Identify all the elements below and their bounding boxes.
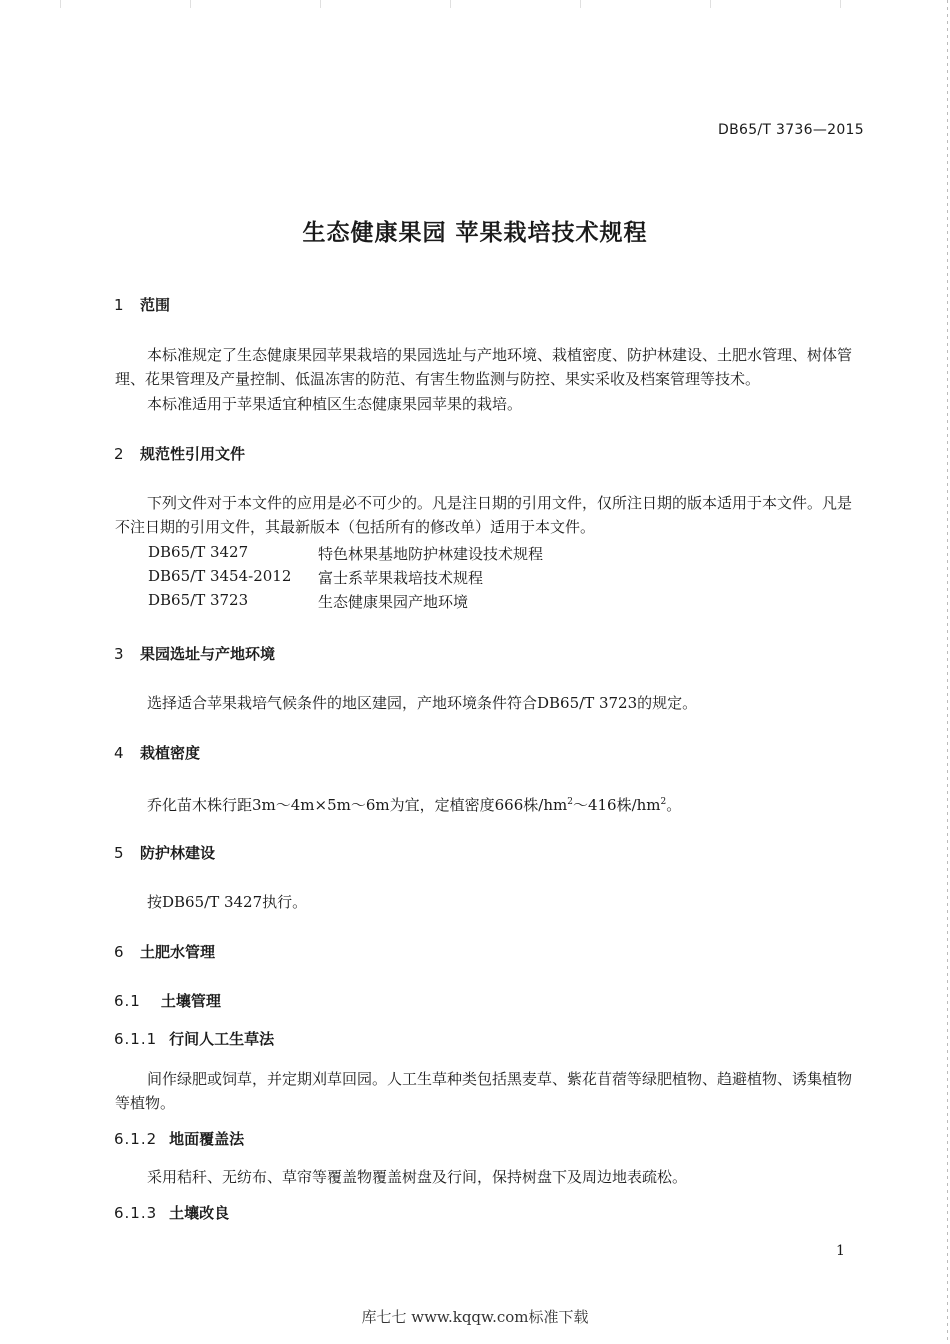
subsection-6-1-2-paragraph: 采用秸秆、无纺布、草帘等覆盖物覆盖树盘及行间，保持树盘下及周边地表疏松。: [147, 1168, 688, 1186]
subsection-title: 行间人工生草法: [169, 1030, 275, 1048]
section-number: 2: [114, 445, 124, 463]
section-title: 果园选址与产地环境: [140, 645, 276, 663]
section-number: 3: [114, 645, 124, 663]
section-1-paragraph-2: 本标准适用于苹果适宜种植区生态健康果园苹果的栽培。: [147, 395, 523, 413]
subsection-title: 地面覆盖法: [169, 1130, 245, 1148]
page-number: 1: [836, 1243, 845, 1259]
section-5-heading: [114, 842, 215, 863]
document-title: 生态健康果园 苹果栽培技术规程: [302, 220, 648, 246]
ref-title: 富士系苹果栽培技术规程: [318, 569, 484, 587]
subsection-number: 6.1.2: [114, 1130, 158, 1148]
section-number: 4: [114, 744, 124, 762]
section-title: 范围: [140, 296, 171, 314]
section-3-paragraph-1: 选择适合苹果栽培气候条件的地区建园，产地环境条件符合DB65/T 3723的规定。: [147, 694, 698, 712]
section-title: 土肥水管理: [140, 943, 216, 961]
section-title: 防护林建设: [140, 844, 216, 862]
subsection-title: 土壤管理: [160, 992, 221, 1010]
ref-code: DB65/T 3427: [148, 543, 249, 561]
superscript-2: 2: [660, 797, 667, 807]
section-3-heading: [114, 643, 275, 664]
standard-code: DB65/T 3736—2015: [718, 122, 864, 138]
subsection-6-1-3-heading: [114, 1202, 229, 1223]
density-text-c: 。: [666, 796, 682, 814]
superscript-2: 2: [567, 797, 573, 807]
section-1-heading: [114, 294, 170, 315]
ref-code: DB65/T 3454-2012: [148, 567, 292, 585]
subsection-number: 6.1: [114, 992, 141, 1010]
section-4-paragraph-1: [115, 790, 861, 817]
subsection-6-1-1-paragraph: 间作绿肥或饲草，并定期刈草回园。人工生草种类包括黑麦草、紫花苜蓿等绿肥植物、趋避植物、诱集植物等植物。: [115, 1070, 853, 1112]
section-5-paragraph-1: 按DB65/T 3427执行。: [147, 893, 308, 911]
ref-code: DB65/T 3723: [148, 591, 249, 609]
scan-right-edge: [947, 0, 948, 1344]
ref-title: 生态健康果园产地环境: [318, 593, 469, 611]
ref-title: 特色林果基地防护林建设技术规程: [318, 545, 544, 563]
subsection-number: 6.1.3: [114, 1204, 158, 1222]
density-text-b: ～416株/hm: [572, 796, 661, 814]
density-text-a: 乔化苗木株行距3m～4m×5m～6m为宜，定植密度666株/hm: [147, 796, 568, 814]
section-title: 栽植密度: [140, 744, 201, 762]
section-number: 5: [114, 844, 124, 862]
subsection-number: 6.1.1: [114, 1030, 158, 1048]
scan-top-marks: [0, 0, 950, 8]
footer-watermark: 库七七 www.kqqw.com标准下载: [361, 1308, 589, 1326]
section-title: 规范性引用文件: [140, 445, 246, 463]
section-1-paragraph-1: 本标准规定了生态健康果园苹果栽培的果园选址与产地环境、栽植密度、防护林建设、土肥水管理、树体管理、花果管理及产量控制、低温冻害的防范、有害生物监测与防控、果实采收及档案管理等技术。: [115, 346, 853, 388]
section-number: 1: [114, 296, 124, 314]
section-number: 6: [114, 943, 124, 961]
subsection-6-1-2-heading: [114, 1128, 244, 1149]
subsection-6-1-heading: [114, 990, 221, 1011]
section-2-paragraph-1: 下列文件对于本文件的应用是必不可少的。凡是注日期的引用文件，仅所注日期的版本适用于本文件。凡是不注日期的引用文件，其最新版本（包括所有的修改单）适用于本文件。: [115, 494, 853, 536]
section-4-heading: [114, 742, 200, 763]
subsection-6-1-1-heading: [114, 1028, 274, 1049]
section-2-heading: [114, 443, 245, 464]
subsection-title: 土壤改良: [169, 1204, 230, 1222]
section-6-heading: [114, 941, 215, 962]
